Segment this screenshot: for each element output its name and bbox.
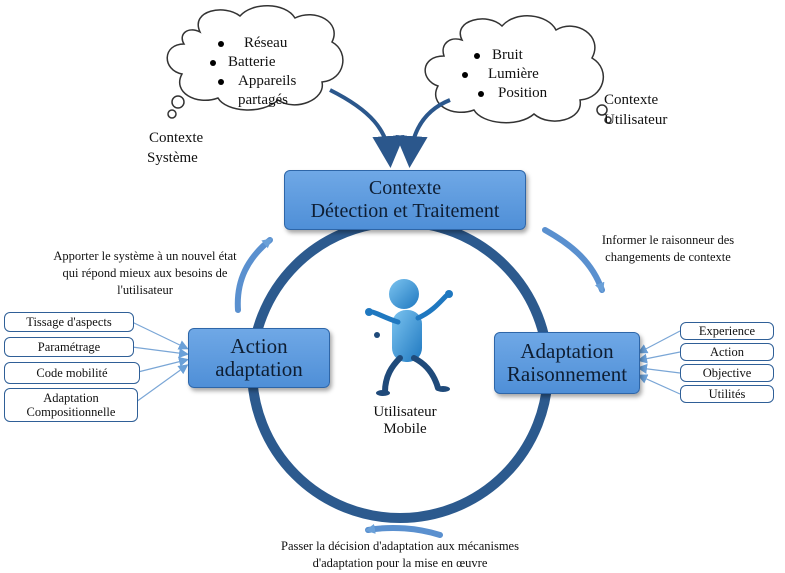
cloud-item-lumiere: Lumière bbox=[462, 65, 582, 84]
input-adaptation-compositionnelle: Adaptation Compositionnelle bbox=[4, 388, 138, 422]
input-experience: Experience bbox=[680, 322, 774, 340]
cloud-item-reseau: Réseau bbox=[210, 34, 320, 53]
box-adaptation-raisonnement: Adaptation Raisonnement bbox=[494, 332, 640, 394]
cloud-item-position: Position bbox=[462, 84, 582, 103]
label-contexte-utilisateur: Contexte Utilisateur bbox=[604, 92, 668, 128]
annotation-informer-raisonneur: Informer le raisonneur des changements de contexte bbox=[601, 233, 735, 264]
input-code-mobilite: Code mobilité bbox=[4, 362, 140, 384]
cloud-item-bruit: Bruit bbox=[462, 46, 582, 65]
cloud-systeme-list bbox=[210, 34, 320, 110]
input-parametrage: Paramétrage bbox=[4, 337, 134, 357]
annotation-nouvel-etat: Apporter le système à un nouvel état qui répond mieux aux besoins de l'utilisateur bbox=[53, 249, 237, 297]
arrow-to-action bbox=[368, 528, 440, 535]
box-detection-traitement: Contexte Détection et Traitement bbox=[284, 170, 526, 230]
annotation-passer-decision: Passer la décision d'adaptation aux mécanismes d'adaptation pour la mise en œuvre bbox=[281, 539, 519, 570]
label-contexte-systeme: Contexte Système bbox=[147, 130, 204, 166]
input-objective: Objective bbox=[680, 364, 774, 382]
label-utilisateur-mobile: Utilisateur Mobile bbox=[373, 404, 437, 437]
cloud-utilisateur-list bbox=[462, 46, 582, 103]
arrow-cloud-utilisateur bbox=[410, 100, 450, 160]
cloud-item-appareils: Appareils partagés bbox=[210, 72, 328, 110]
cloud-item-batterie: Batterie bbox=[210, 53, 320, 72]
arrow-cloud-systeme bbox=[330, 90, 390, 160]
right-connectors bbox=[640, 331, 680, 394]
box-action-adaptation: Action adaptation bbox=[188, 328, 330, 388]
mobile-user-figure bbox=[365, 279, 453, 396]
left-connectors bbox=[132, 322, 186, 402]
input-utilites: Utilités bbox=[680, 385, 774, 403]
input-action: Action bbox=[680, 343, 774, 361]
input-tissage-aspects: Tissage d'aspects bbox=[4, 312, 134, 332]
